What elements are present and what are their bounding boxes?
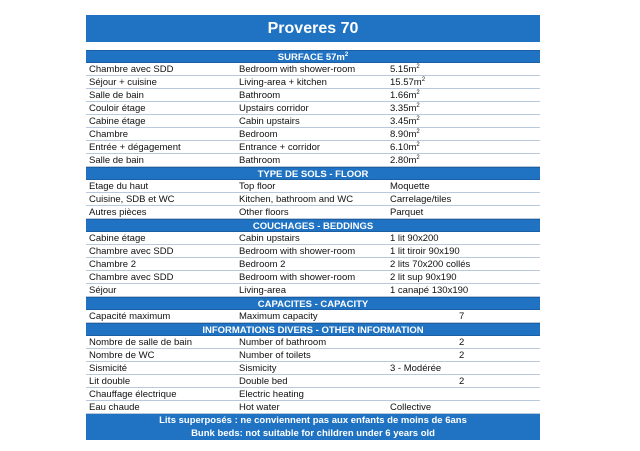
beddings-row — [86, 271, 540, 284]
beddings-label-en: Bedroom with shower-room — [239, 272, 356, 283]
section-header-surface — [86, 50, 540, 63]
beddings-label-en: Bedroom with shower-room — [239, 246, 356, 257]
surface-value: $3.45m^2$ — [390, 115, 420, 127]
surface-label-en: Upstairs corridor — [239, 103, 309, 114]
footer-warning-fr: Lits superposés : ne conviennent pas aux enfants de moins de 6ans — [86, 414, 540, 427]
other-value: Collective — [390, 402, 432, 413]
other-label-fr: Chauffage électrique — [89, 389, 177, 400]
surface-row — [86, 128, 540, 141]
footer-warning-en: Bunk beds: not suitable for children under 6 years old — [86, 427, 540, 440]
surface-table — [86, 63, 540, 167]
beddings-value: 1 lit tiroir 90x190 — [390, 246, 460, 257]
floor-label-fr: Autres pièces — [89, 207, 147, 218]
surface-row — [86, 154, 540, 167]
other-label-fr: Nombre de WC — [89, 350, 155, 361]
other-label-fr: Nombre de salle de bain — [89, 337, 192, 348]
other-row — [86, 388, 540, 401]
surface-value: $1.66m^2$ — [390, 89, 420, 101]
surface-value: $6.10m^2$ — [390, 141, 420, 153]
other-label-fr: Lit double — [89, 376, 131, 387]
capacity-label-en: Maximum capacity — [239, 311, 318, 322]
section-header-capacity: CAPACITES - CAPACITY — [86, 297, 540, 310]
floor-row — [86, 206, 540, 219]
floor-row — [86, 180, 540, 193]
beddings-table — [86, 232, 540, 297]
floor-value: Carrelage/tiles — [390, 194, 452, 205]
surface-label-en: Bedroom — [239, 129, 278, 140]
floor-value: Moquette — [390, 181, 430, 192]
beddings-label-en: Living-area — [239, 285, 286, 296]
surface-label-en: Entrance + corridor — [239, 142, 321, 153]
surface-header-text: SURFACE $57m^2$ — [277, 51, 349, 63]
surface-row — [86, 102, 540, 115]
beddings-label-fr: Chambre avec SDD — [89, 272, 174, 283]
beddings-row — [86, 232, 540, 245]
surface-row — [86, 63, 540, 76]
beddings-row — [86, 284, 540, 297]
floor-label-en: Kitchen, bathroom and WC — [239, 194, 354, 205]
surface-label-en: Bedroom with shower-room — [239, 64, 356, 75]
surface-label-fr: Séjour + cuisine — [89, 77, 157, 88]
other-row — [86, 362, 540, 375]
floor-label-fr: Cuisine, SDB et WC — [89, 194, 175, 205]
page-title: Proveres 70 — [86, 15, 540, 42]
capacity-row — [86, 310, 540, 323]
surface-row — [86, 76, 540, 89]
capacity-count: 7 — [459, 311, 465, 322]
surface-label-fr: Cabine étage — [89, 116, 146, 127]
beddings-value: 1 canapé 130x190 — [390, 285, 469, 296]
other-label-fr: Eau chaude — [89, 402, 140, 413]
section-header-other: INFORMATIONS DIVERS - OTHER INFORMATION — [86, 323, 540, 336]
surface-label-fr: Entrée + dégagement — [89, 142, 181, 153]
floor-label-en: Other floors — [239, 207, 289, 218]
surface-label-en: Bathroom — [239, 155, 281, 166]
surface-label-en: Living-area + kitchen — [239, 77, 327, 88]
surface-label-en: Bathroom — [239, 90, 281, 101]
section-header-floor: TYPE DE SOLS - FLOOR — [86, 167, 540, 180]
other-label-en: Double bed — [239, 376, 288, 387]
beddings-label-fr: Chambre avec SDD — [89, 246, 174, 257]
floor-table — [86, 180, 540, 219]
surface-label-fr: Chambre avec SDD — [89, 64, 174, 75]
surface-value: $3.35m^2$ — [390, 102, 420, 114]
surface-row — [86, 89, 540, 102]
capacity-table — [86, 310, 540, 323]
section-header-beddings: COUCHAGES - BEDDINGS — [86, 219, 540, 232]
other-value: 3 - Modérée — [390, 363, 442, 374]
floor-row — [86, 193, 540, 206]
other-label-fr: Sismicité — [89, 363, 128, 374]
surface-value: $8.90m^2$ — [390, 128, 420, 140]
surface-label-fr: Chambre — [89, 129, 129, 140]
floor-label-en: Top floor — [239, 181, 276, 192]
surface-row — [86, 141, 540, 154]
other-label-en: Hot water — [239, 402, 280, 413]
beddings-row — [86, 258, 540, 271]
beddings-label-fr: Chambre 2 — [89, 259, 136, 270]
capacity-label-fr: Capacité maximum — [89, 311, 171, 322]
floor-value: Parquet — [390, 207, 424, 218]
beddings-label-fr: Cabine étage — [89, 233, 146, 244]
other-table — [86, 336, 540, 414]
other-row — [86, 336, 540, 349]
beddings-label-en: Cabin upstairs — [239, 233, 300, 244]
beddings-value: 1 lit 90x200 — [390, 233, 439, 244]
surface-label-en: Cabin upstairs — [239, 116, 300, 127]
floor-label-fr: Etage du haut — [89, 181, 149, 192]
other-count: 2 — [459, 337, 465, 348]
surface-value: $2.80m^2$ — [390, 154, 420, 166]
surface-label-fr: Salle de bain — [89, 155, 144, 166]
beddings-value: 2 lits 70x200 collés — [390, 259, 471, 270]
other-count: 2 — [459, 376, 465, 387]
spacer — [86, 42, 540, 50]
other-label-en: Number of bathroom — [239, 337, 327, 348]
surface-label-fr: Salle de bain — [89, 90, 144, 101]
beddings-label-en: Bedroom 2 — [239, 259, 286, 270]
other-label-en: Number of toilets — [239, 350, 311, 361]
other-label-en: Electric heating — [239, 389, 304, 400]
surface-row — [86, 115, 540, 128]
other-count: 2 — [459, 350, 465, 361]
other-label-en: Sismicity — [239, 363, 277, 374]
beddings-row — [86, 245, 540, 258]
beddings-value: 2 lit sup 90x190 — [390, 272, 457, 283]
info-sheet — [86, 15, 540, 440]
surface-value: $15.57m^2$ — [390, 76, 426, 88]
other-row — [86, 401, 540, 414]
other-row — [86, 375, 540, 388]
beddings-label-fr: Séjour — [89, 285, 117, 296]
surface-value: $5.15m^2$ — [390, 63, 420, 75]
other-row — [86, 349, 540, 362]
surface-label-fr: Couloir étage — [89, 103, 146, 114]
